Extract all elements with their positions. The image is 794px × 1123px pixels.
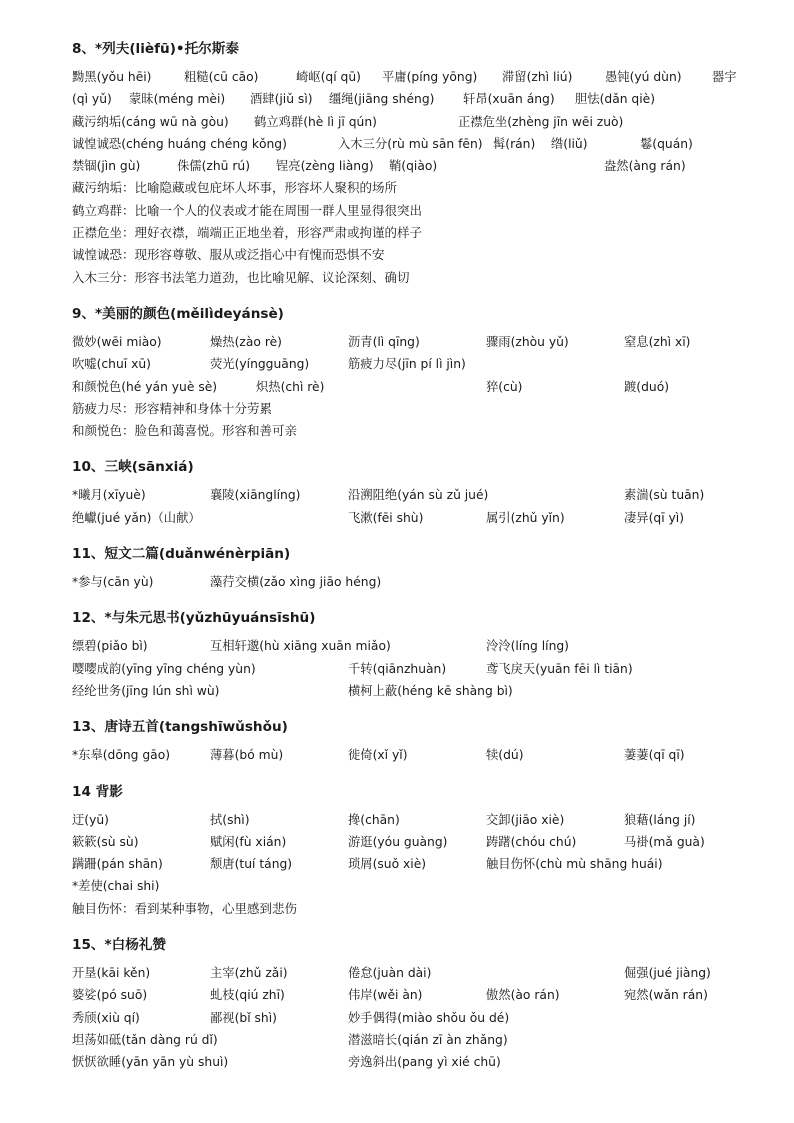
vocab-item: 互相轩邈(hù xiāng xuān miǎo) <box>210 639 391 654</box>
lesson-heading: 14 背影 <box>72 783 123 800</box>
vocab-item: 藏污纳垢(cáng wū nà gòu) <box>72 114 229 129</box>
vocab-item: 鸢飞戾天(yuān fēi lì tiān) <box>486 661 633 676</box>
lesson-heading: 10、三峡(sānxiá) <box>72 459 194 476</box>
vocab-item: 琐屑(suǒ xiè) <box>348 857 427 872</box>
vocab-item: 迂(yū) <box>72 812 109 827</box>
vocab-item: 绺(liǔ) <box>551 136 588 151</box>
vocab-item: 鬈(quán) <box>640 136 693 151</box>
vocab-row <box>72 353 762 375</box>
vocab-item: 猝(cù) <box>486 379 523 394</box>
vocab-item: 鞘(qiào) <box>389 159 438 174</box>
vocab-item: 正襟危坐(zhèng jīn wēi zuò) <box>458 114 624 129</box>
vocab-item: 微妙(wēi miào) <box>72 334 162 349</box>
vocab-item: 妙手偶得(miào shǒu ǒu dé) <box>348 1010 510 1025</box>
vocab-item: 沥青(lì qīng) <box>348 334 420 349</box>
vocab-item: 胆怯(dǎn qiè) <box>575 92 656 107</box>
lesson-section <box>72 781 762 920</box>
vocab-item: 宛然(wǎn rán) <box>624 988 708 1003</box>
vocab-item: 犊(dú) <box>486 748 524 763</box>
lesson-heading: 15、*白杨礼赞 <box>72 937 166 954</box>
vocab-row <box>72 875 762 897</box>
vocab-item: 缥碧(piǎo bì) <box>72 639 148 654</box>
vocab-item: 游逛(yóu guàng) <box>348 834 448 849</box>
vocab-item: 绝巘(jué yǎn)（山献） <box>72 510 201 525</box>
lesson-heading: 9、*美丽的颜色(měilìdeyánsè) <box>72 305 284 322</box>
vocab-row <box>72 1007 762 1029</box>
vocab-item: 荧光(yíngguāng) <box>210 357 310 372</box>
idiom-definition: 藏污纳垢：比喻隐藏或包庇坏人坏事，形容坏人聚积的场所 <box>72 180 398 196</box>
vocab-row <box>72 853 762 875</box>
vocab-item: 簌簌(sù sù) <box>72 834 139 849</box>
lesson-heading: 12、*与朱元思书(yǔzhūyuánsīshū) <box>72 610 316 627</box>
idiom-definition: 入木三分：形容书法笔力道劲，也比喻见解、议论深刻、确切 <box>72 269 410 285</box>
vocab-item: 黝黑(yǒu hēi) <box>72 70 152 84</box>
vocab-item: 藻荇交横(zǎo xìng jiāo héng) <box>210 575 382 590</box>
vocab-item: 襄陵(xiānglíng) <box>210 488 301 503</box>
vocab-row <box>72 744 762 766</box>
vocab-item: 缰绳(jiāng shéng) <box>329 92 435 107</box>
vocab-item: 滞留(zhì liú) <box>502 70 573 84</box>
vocab-item: 沿溯阻绝(yán sù zǔ jué) <box>348 488 489 503</box>
vocab-row <box>72 88 762 110</box>
vocab-item: 窒息(zhì xī) <box>624 334 691 349</box>
vocab-item: *差使(chai shi) <box>72 879 160 894</box>
vocab-item: *东皋(dōng gāo) <box>72 748 171 763</box>
vocab-item: 燥热(zào rè) <box>210 334 282 349</box>
vocab-row <box>72 809 762 831</box>
vocab-item: 马褂(mǎ guà) <box>624 834 705 849</box>
vocab-item: 开垦(kāi kěn) <box>72 966 151 981</box>
vocab-row <box>72 155 762 177</box>
vocab-item: 属引(zhǔ yǐn) <box>486 510 565 525</box>
vocab-item: 赋闲(fù xián) <box>210 834 287 849</box>
idiom-definition: 和颜悦色：脸色和蔼喜悦。形容和善可亲 <box>72 423 298 439</box>
vocab-item: 横柯上蔽(héng kē shàng bì) <box>348 683 513 698</box>
vocab-item: 搀(chān) <box>348 812 400 827</box>
vocab-row <box>72 484 762 506</box>
vocab-row <box>72 1051 762 1073</box>
vocab-item: 经纶世务(jīng lún shì wù) <box>72 683 220 698</box>
idiom-definition: 鹤立鸡群：比喻一个人的仪表或才能在周围一群人里显得很突出 <box>72 202 423 218</box>
vocab-item: 薄暮(bó mù) <box>210 748 284 763</box>
vocab-item: 盎然(àng rán) <box>604 159 686 174</box>
vocab-row <box>72 658 762 680</box>
idiom-definition: 触目伤怀：看到某种事物，心里感到悲伤 <box>72 900 298 916</box>
vocab-item: 素湍(sù tuān) <box>624 488 705 503</box>
idiom-definition: 诚惶诚恐：现形容尊敬、服从或泛指心中有愧而恐惧不安 <box>72 247 385 263</box>
vocab-row <box>72 635 762 657</box>
vocab-row <box>72 571 762 593</box>
vocab-item: 坦荡如砥(tǎn dàng rú dǐ) <box>72 1032 218 1047</box>
vocab-row <box>72 376 762 398</box>
vocab-item: 潜滋暗长(qián zī àn zhǎng) <box>348 1032 508 1047</box>
vocab-item: 秀颀(xiù qí) <box>72 1010 140 1025</box>
lesson-section <box>72 543 762 593</box>
lesson-section <box>72 38 762 289</box>
vocab-row <box>72 111 762 133</box>
vocab-item: (qì yǔ) <box>72 92 112 107</box>
vocab-item: 平庸(píng yōng) <box>382 70 478 84</box>
vocab-item: 飞漱(fēi shù) <box>348 510 424 525</box>
vocab-item: *曦月(xīyuè) <box>72 488 146 503</box>
vocab-item: *参与(cān yù) <box>72 575 154 590</box>
vocab-item: 徙倚(xǐ yǐ) <box>348 748 408 763</box>
vocab-item: 炽热(chì rè) <box>256 379 325 394</box>
vocab-row <box>72 133 762 155</box>
lesson-section <box>72 607 762 702</box>
idiom-definition: 正襟危坐：理好衣襟，端端正正地坐着，形容严肃或拘谨的样子 <box>72 225 423 241</box>
vocab-item: 和颜悦色(hé yán yuè sè) <box>72 379 218 394</box>
vocab-row <box>72 507 762 529</box>
vocab-item: 狼藉(láng jí) <box>624 812 696 827</box>
lesson-heading: 13、唐诗五首(tangshīwǔshǒu) <box>72 719 288 736</box>
vocab-item: 粗糙(cū cāo) <box>184 70 259 84</box>
lesson-section <box>72 934 762 1073</box>
vocab-item: 萋萋(qī qī) <box>624 748 685 763</box>
vocab-item: 触目伤怀(chù mù shāng huái) <box>486 857 663 872</box>
vocab-item: 鹤立鸡群(hè lì jī qún) <box>254 114 377 129</box>
vocab-item: 踌躇(chóu chú) <box>486 834 577 849</box>
vocab-item: 恹恹欲睡(yān yān yù shuì) <box>72 1055 229 1070</box>
idiom-definition: 筋疲力尽：形容精神和身体十分劳累 <box>72 400 273 416</box>
vocab-item: 吹嘘(chuī xū) <box>72 357 151 372</box>
vocab-item: 崎岖(qí qū) <box>296 70 361 84</box>
vocab-item: 酒肆(jiǔ sì) <box>250 92 313 107</box>
vocab-item: 髯(rán) <box>493 136 536 151</box>
vocab-item: 伟岸(wěi àn) <box>348 988 423 1003</box>
vocab-item: 拭(shì) <box>210 812 250 827</box>
lesson-section <box>72 456 762 529</box>
vocab-row <box>72 1029 762 1051</box>
vocab-item: 主宰(zhǔ zǎi) <box>210 966 288 981</box>
vocab-row <box>72 66 762 88</box>
vocab-item: 侏儒(zhū rú) <box>177 159 250 174</box>
vocab-row <box>72 680 762 702</box>
vocab-item: 倦怠(juàn dài) <box>348 966 432 981</box>
vocab-item: 踱(duó) <box>624 379 670 394</box>
vocab-item: 交卸(jiāo xiè) <box>486 812 565 827</box>
vocab-item: 千转(qiānzhuàn) <box>348 661 447 676</box>
vocab-item: 鄙视(bǐ shì) <box>210 1010 277 1025</box>
vocab-row <box>72 831 762 853</box>
vocab-item: 倔强(jué jiàng) <box>624 966 711 981</box>
lesson-section <box>72 303 762 442</box>
vocab-item: 骤雨(zhòu yǔ) <box>486 334 569 349</box>
vocab-item: 蹒跚(pán shān) <box>72 857 163 872</box>
vocab-row <box>72 962 762 984</box>
vocab-item: 傲然(ào rán) <box>486 988 560 1003</box>
vocab-item: 筋疲力尽(jīn pí lì jìn) <box>348 357 466 372</box>
vocab-item: 颓唐(tuí táng) <box>210 857 293 872</box>
vocab-item: 嘤嘤成韵(yīng yīng chéng yùn) <box>72 661 256 676</box>
vocab-item: 旁逸斜出(pang yì xié chū) <box>348 1055 501 1070</box>
vocab-item: 锃亮(zèng liàng) <box>276 159 374 174</box>
vocabulary-page <box>72 38 762 1074</box>
vocab-item: 泠泠(líng líng) <box>486 639 569 654</box>
lesson-heading: 8、*列夫(lièfū)•托尔斯泰 <box>72 41 239 57</box>
vocab-item: 虬枝(qiú zhī) <box>210 988 285 1003</box>
lesson-heading: 11、短文二篇(duǎnwénèrpiān) <box>72 546 291 563</box>
vocab-item: 愚钝(yú dùn) <box>605 70 682 84</box>
vocab-item: 入木三分(rù mù sān fēn) <box>338 136 483 151</box>
vocab-item: 诚惶诚恐(chéng huáng chéng kǒng) <box>72 136 287 151</box>
vocab-row <box>72 331 762 353</box>
vocab-item: 器宇 <box>712 70 737 84</box>
vocab-item: 凄异(qī yì) <box>624 510 685 525</box>
vocab-row <box>72 984 762 1006</box>
lesson-section <box>72 716 762 766</box>
vocab-item: 轩昂(xuān áng) <box>463 92 555 107</box>
vocab-item: 蒙昧(méng mèi) <box>129 92 226 107</box>
vocab-item: 禁锢(jìn gù) <box>72 159 141 174</box>
vocab-item: 婆娑(pó suō) <box>72 988 148 1003</box>
